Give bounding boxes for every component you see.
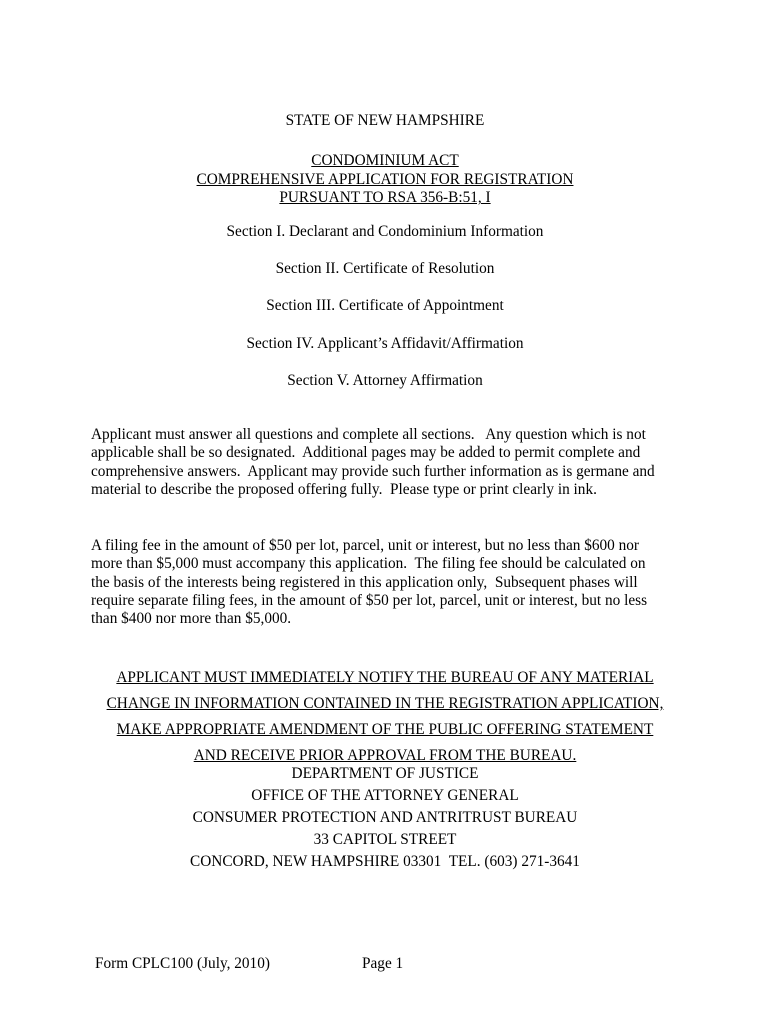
footer-page-number: Page 1 xyxy=(362,955,404,972)
section-item-applicant-affidavit: Section IV. Applicant’s Affidavit/Affirmation xyxy=(246,335,524,352)
heading-line-application xyxy=(0,171,770,190)
heading-line-pursuant xyxy=(0,189,770,208)
paragraph-line: material to describe the proposed offering fully. Please type or print clearly in ink. xyxy=(91,480,597,498)
notice-text: CHANGE IN INFORMATION CONTAINED IN THE REGISTRATION APPLICATION, xyxy=(106,695,664,712)
instructions-paragraph xyxy=(91,426,731,499)
heading-text: COMPREHENSIVE APPLICATION FOR REGISTRATION xyxy=(196,170,574,188)
paragraph-line: than $400 nor more than $5,000. xyxy=(91,610,292,628)
address-line-street: 33 CAPITOL STREET xyxy=(313,831,457,848)
paragraph-line: applicable shall be so designated. Additional pages may be added to permit complete and xyxy=(91,444,641,462)
notice-text: AND RECEIVE PRIOR APPROVAL FROM THE BUREAU. xyxy=(193,747,577,764)
filing-fee-paragraph xyxy=(91,537,731,628)
notice-text: MAKE APPROPRIATE AMENDMENT OF THE PUBLIC OFFERING STATEMENT xyxy=(116,721,654,738)
notice-line xyxy=(0,717,770,743)
heading-text: CONDOMINIUM ACT xyxy=(311,152,459,169)
section-item-certificate-of-resolution: Section II. Certificate of Resolution xyxy=(275,260,495,277)
address-line-bureau: CONSUMER PROTECTION AND ANTRITRUST BUREAU xyxy=(192,809,578,826)
paragraph-line: the basis of the interests being registered in this application only, Subsequent phases will xyxy=(91,573,638,591)
paragraph-line: require separate filing fees, in the amount of $50 per lot, parcel, unit or interest, but no less xyxy=(91,591,648,609)
paragraph-line: A filing fee in the amount of $50 per lot, parcel, unit or interest, but no less than $600 nor xyxy=(91,537,640,554)
footer-form-number: Form CPLC100 (July, 2010) xyxy=(95,955,270,972)
address-line-office: OFFICE OF THE ATTORNEY GENERAL xyxy=(251,787,519,804)
section-item-certificate-of-appointment: Section III. Certificate of Appointment xyxy=(266,297,504,314)
notice-line xyxy=(0,691,770,717)
paragraph-line: more than $5,000 must accompany this application. The filing fee should be calculated on xyxy=(91,555,646,573)
notice-text: APPLICANT MUST IMMEDIATELY NOTIFY THE BUREAU OF ANY MATERIAL xyxy=(116,669,654,686)
document-heading xyxy=(0,152,770,208)
section-item-declarant-information: Section I. Declarant and Condominium Information xyxy=(226,223,544,240)
section-item-attorney-affirmation: Section V. Attorney Affirmation xyxy=(287,372,483,389)
agency-address-block xyxy=(0,763,770,873)
heading-text: PURSUANT TO RSA 356-B:51, I xyxy=(279,189,491,207)
page-footer xyxy=(0,955,770,975)
notice-line xyxy=(0,665,770,691)
paragraph-line: Applicant must answer all questions and complete all sections. Any question which is not xyxy=(91,426,646,443)
address-line-city-phone: CONCORD, NEW HAMPSHIRE 03301 TEL. (603) 271-3641 xyxy=(190,853,580,870)
material-change-notice xyxy=(0,665,770,769)
address-line-department: DEPARTMENT OF JUSTICE xyxy=(291,765,479,782)
paragraph-line: comprehensive answers. Applicant may provide such further information as is germane and xyxy=(91,462,655,480)
document-title: STATE OF NEW HAMPSHIRE xyxy=(285,112,485,129)
heading-line-condominium-act xyxy=(0,152,770,171)
